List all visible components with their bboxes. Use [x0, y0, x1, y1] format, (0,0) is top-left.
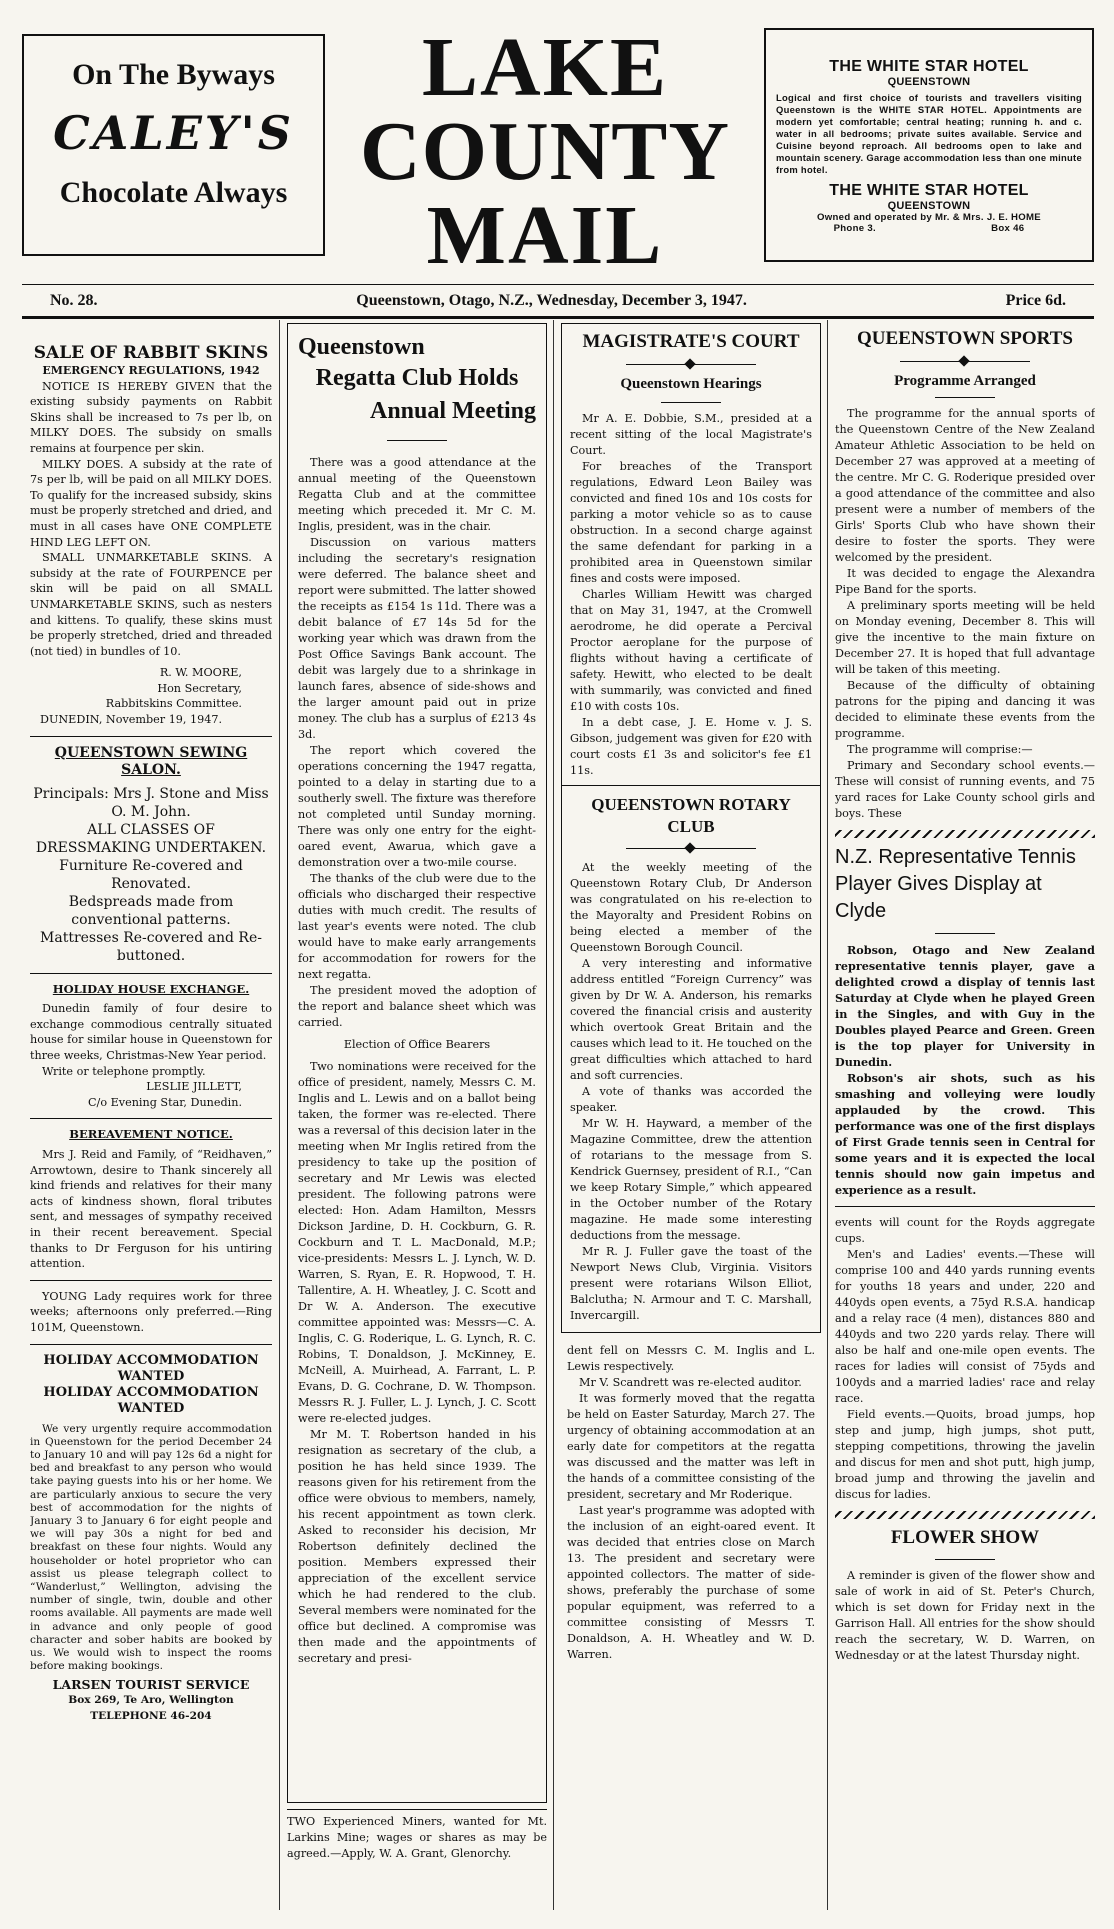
- rule: [30, 1118, 272, 1119]
- regatta-continued: [561, 1333, 821, 1663]
- sports-p3: A preliminary sports meeting will be held on Monday evening, December 8. This will give the incentive to the main fixture on December 27. It is hoped that full advantage will be taken of this meeting.: [835, 599, 1095, 676]
- column-rule-3: [827, 320, 828, 1910]
- rabbit-sig1: R. W. MOORE,: [159, 666, 242, 680]
- regatta-p5: The president moved the adoption of the report and balance sheet which was carried.: [298, 984, 536, 1029]
- court-p2: For breaches of the Transport regulations, Edward Leon Bailey was convicted and fined 10s and 10s costs for parking a motor vehicle so as to cause obstruction. In a second charge against the same defendant for parking in a prohibited area in Queenstown similar fines and costs were imposed.: [570, 460, 812, 585]
- regatta-subhead: Election of Office Bearers: [343, 1038, 491, 1051]
- rotary-p3: A vote of thanks was accorded the speaker.: [570, 1085, 812, 1114]
- diamond-separator: [626, 360, 756, 370]
- sports-p5: The programme will comprise:—: [847, 743, 1033, 756]
- tennis-p1: Robson, Otago and New Zealand representative tennis player, gave a delighted crowd a display of tennis last Saturday at Clyde when he played Green in the Singles, and with Guy in the Doubles played Pearce and Green. Green is the top player for University in Dunedin.: [835, 943, 1095, 1069]
- court-p4: In a debt case, J. E. Home v. J. S. Gibson, judgement was given for £20 with court costs £1 3s and solicitor's fee £1 11s.: [570, 716, 812, 777]
- miners-ad: TWO Experienced Miners, wanted for Mt. Larkins Mine; wages or shares as may be agreed.—Apply, W. A. Grant, Glenorchy.: [287, 1815, 547, 1860]
- diamond-separator: [626, 844, 756, 854]
- separator: [661, 402, 721, 403]
- exchange-p2: Write or telephone promptly.: [42, 1064, 206, 1078]
- tennis-article: [835, 844, 1095, 1207]
- sewing-l3: Furniture Re-covered and Renovated.: [59, 857, 243, 892]
- column-rule-1: [279, 320, 280, 1910]
- rabbit-sig3: Rabbitskins Committee.: [105, 697, 242, 711]
- wavy-rule: [835, 1511, 1095, 1519]
- court-p1: Mr A. E. Dobbie, S.M., presided at a recent sitting of the local Magistrate's Court.: [570, 412, 812, 457]
- accom-sig2: Box 269, Te Aro, Wellington: [68, 1693, 234, 1706]
- sports-p9: Field events.—Quoits, broad jumps, hop step and jump, high jumps, shot putt, stepping competitions, throwing the javelin and discus for men and shot putt, high jump, broad jump and throwing the javelin and discus for ladies.: [835, 1408, 1095, 1501]
- regatta-cont4: Last year's programme was adopted with the inclusion of an eight-oared event. It was decided that entries close on March 13. The president and secretary were appointed collectors. The matter of side-shows, preferably the purchase of some popular equipment, was referred to a committee consisting of Messrs T. Donaldson, A. H. Wheatley and W. D. Warren.: [567, 1504, 815, 1661]
- accom-title2: HOLIDAY ACCOMMODATION WANTED: [43, 1384, 259, 1416]
- hotel-ad-body: Logical and first choice of tourists and travellers visiting Queenstown is the WHITE STAR HOTEL. Appointments are modern yet comfortable; central heating; running h. and c. water in all bedrooms; private suites available. Service and Cuisine beyond reproach. All bedrooms open to lake and mountain scenery. Garage accommodation less than one minute from hotel.: [776, 92, 1082, 175]
- accom-title1: HOLIDAY ACCOMMODATION WANTED: [43, 1352, 259, 1384]
- regatta-p3: The report which covered the operations concerning the 1947 regatta, pointed to a delay in starting due to a southerly swell. The fixture was therefore not completed until Sunday morning. There was only one entry for the eight-oared event, Awarua, which gave a demonstration over a two-mile course.: [298, 744, 536, 869]
- sewing-l2: ALL CLASSES OF DRESSMAKING UNDERTAKEN.: [35, 821, 267, 856]
- sports-p1: The programme for the annual sports of the Queenstown Centre of the New Zealand Amateur Athletic Association to be held on December 27 was approved at a meeting of the centre. Mr C. G. Roderique presided over a good attendance of the committee and also present were a number of members of the Girls' Sports Club who have shown their desire to foster the sports. They were welcomed by the president.: [835, 407, 1095, 564]
- title-line-1: LAKE: [421, 21, 669, 114]
- rabbit-subtitle: EMERGENCY REGULATIONS, 1942: [42, 364, 260, 377]
- court-p3: Charles William Hewitt was charged that on May 31, 1947, at the Cromwell aerodrome, he did operate a Percival Proctor aeroplane for the purpose of flights without having a certificate of safety. Hewitt, who elected to be dealt with summarily, was convicted and fined £10 with costs 10s.: [570, 588, 812, 713]
- exchange-sig1: LESLIE JILLETT,: [146, 1080, 242, 1094]
- rabbit-title: SALE OF RABBIT SKINS: [33, 343, 269, 363]
- rabbit-date: DUNEDIN, November 19, 1947.: [40, 713, 223, 727]
- court-subtitle: Queenstown Hearings: [620, 376, 762, 392]
- regatta-head3: Annual Meeting: [369, 398, 536, 424]
- dateline-bottom-rule: [22, 316, 1094, 319]
- caleys-ad-line3: Chocolate Always: [59, 176, 288, 209]
- rabbit-sig2: Hon Secretary,: [157, 681, 242, 695]
- dateline: [22, 288, 1094, 314]
- rotary-p1: At the weekly meeting of the Queenstown Rotary Club, Dr Anderson was congratulated on his re-election to the Mayoralty and President Robins on being elected a member of the Queenstown Borough Council.: [570, 861, 812, 954]
- column-2: [287, 323, 547, 1919]
- diamond-separator: [900, 357, 1030, 367]
- rotary-p4: Mr W. H. Hayward, a member of the Magazine Committee, drew the attention of rotarians to the message from S. Kendrick Guernsey, president of R.I., “Can we keep Rotary Simple,” which appeared in the October number of the Rotary magazine. He made some interesting deductions from the message.: [570, 1117, 812, 1242]
- bereavement-title: BEREAVEMENT NOTICE.: [69, 1127, 233, 1142]
- newspaper-title: [335, 21, 755, 282]
- rotary-article: [561, 786, 821, 1333]
- regatta-p1: There was a good attendance at the annual meeting of the Queenstown Regatta Club and at the committee meeting which preceded it. Mr C. M. Inglis, president, was in the chair.: [298, 456, 536, 533]
- title-line-2: COUNTY: [359, 105, 730, 198]
- sports-subtitle: Programme Arranged: [894, 373, 1036, 389]
- regatta-head1: Queenstown: [298, 334, 425, 360]
- regatta-cont2: Mr V. Scandrett was re-elected auditor.: [579, 1376, 802, 1389]
- column-3: [561, 323, 821, 1919]
- separator: [387, 440, 447, 441]
- regatta-p6: Two nominations were received for the office of president, namely, Messrs C. M. Inglis and L. Lewis and on a ballot being taken, the former was re-elected. There was a reversal of this decision later in the meeting when Mr Inglis retired from the presidency to take up the position of secretary and Mr Lewis was elected president. The following patrons were elected: Hon. Adam Hamilton, Messrs Dickson Jardine, D. H. Cockburn, G. R. Cockburn and T. L. MacDonald, M.P.; vice-presidents: Messrs L. J. Lynch, W. D. Warren, S. Ryan, E. R. Hopwood, T. H. Tallentire, A. H. Wheatley, J. C. Scott and Dr W. A. Anderson. The executive committee appointed was: Messrs—C. A. Inglis, C. G. Roderique, L. G. Lynch, R. C. Robins, T. Donaldson, J. McKinney, E. McNeill, A. Muirhead, A. Farrant, L. P. Evans, D. G. Cochrane, D. W. Thompson. Messrs R. J. Fuller, L. J. Lynch, J. C. Scott were re-elected judges.: [298, 1060, 536, 1425]
- caleys-ad-brand: CALEY'S: [53, 106, 294, 160]
- dateline-top-rule: [22, 284, 1094, 285]
- young-lady-ad: YOUNG Lady requires work for three weeks; afternoons only preferred.—Ring 101M, Queenstown.: [30, 1289, 272, 1334]
- rabbit-p2: MILKY DOES. A subsidy at the rate of 7s per lb, will be paid on all MILKY DOES. To qualify for the increased subsidy, skins must be properly stretched and dried, and must in all cases have ONE COMPLETE HIND LEG LEFT ON.: [30, 457, 272, 549]
- sports-p4: Because of the difficulty of obtaining patrons for the piping and dancing it was decided to eliminate these events from the programme.: [835, 679, 1095, 740]
- regatta-p7: Mr M. T. Robertson handed in his resignation as secretary of the club, a position he has held since 1939. The reasons given for his retirement from the office were obvious to members, namely, his recent appointment as town clerk. Asked to reconsider his decision, Mr Robertson definitely declined the position. Members expressed their appreciation of the excellent service which he had rendered to the club. Several members were nominated for the office but declined. A compromise was then made and the appointments of secretary and presi-: [298, 1428, 536, 1665]
- white-star-hotel-ad: [764, 28, 1094, 262]
- regatta-head2: Regatta Club Holds: [315, 365, 519, 391]
- sewing-l5: Mattresses Re-covered and Re-buttoned.: [40, 929, 262, 964]
- column-4: [835, 323, 1095, 1919]
- regatta-article: [287, 323, 547, 1803]
- hotel-ad-title: THE WHITE STAR HOTEL: [829, 58, 1029, 75]
- rule: [30, 973, 272, 974]
- rule: [30, 1344, 272, 1345]
- hotel-ad-subtitle: QUEENSTOWN: [887, 76, 971, 88]
- tennis-p2: Robson's air shots, such as his smashing and volleying were loudly applauded by the crowd. This performance was one of the first displays of First Grade tennis seen in Central for some years and it is expected the local tennis should now gain impetus and experience as a result.: [835, 1071, 1095, 1197]
- sports-title: QUEENSTOWN SPORTS: [857, 328, 1073, 349]
- sewing-l4: Bedspreads made from conventional patterns.: [68, 893, 234, 928]
- separator: [935, 933, 995, 934]
- regatta-cont1: dent fell on Messrs C. M. Inglis and L. Lewis respectively.: [567, 1344, 815, 1373]
- bereavement-p1: Mrs J. Reid and Family, of “Reidhaven,” Arrowtown, desire to Thank sincerely all kind friends and relatives for their many acts of kindness shown, floral tributes sent, and messages of sympathy received in their recent bereavement. Special thanks to Dr Ferguson for his untiring attention.: [30, 1148, 272, 1271]
- regatta-p4: The thanks of the club were due to the officials who discharged their respective duties with much credit. The results of last year's events were noted. The club would have to make early arrangements for accommodation for rowers for the next regatta.: [298, 872, 536, 981]
- issue-number: No. 28.: [50, 292, 98, 309]
- flower-p1: A reminder is given of the flower show and sale of work in aid of St. Peter's Church, which is set down for Friday next in the Garrison Hall. All entries for the show should reach the secretary, W. D. Warren, on Wednesday or at the latest Thursday night.: [835, 1569, 1095, 1662]
- court-title: MAGISTRATE'S COURT: [582, 331, 800, 352]
- hotel-ad-subtitle2: QUEENSTOWN: [887, 200, 971, 212]
- place-date: Queenstown, Otago, N.Z., Wednesday, December 3, 1947.: [356, 292, 747, 309]
- court-article: [561, 323, 821, 786]
- rotary-title: QUEENSTOWN ROTARY CLUB: [591, 795, 791, 836]
- rule: [30, 1280, 272, 1281]
- sports-p8: Men's and Ladies' events.—These will comprise 100 and 440 yards running events for youths 18 years and under, 220 and 440yds open events, a 75yd R.S.A. handicap and a relay race (4 men), distances 880 and 440yds and two 220 yards relay. There will also be half and one-mile open events. The races for ladies will consist of 75yds and 100yds and a married ladies' race and relay race.: [835, 1248, 1095, 1405]
- rule: [30, 736, 272, 737]
- exchange-p1: Dunedin family of four desire to exchange commodious centrally situated house for similar house in Queenstown for three weeks, Christmas-New Year period.: [30, 1002, 272, 1063]
- accom-sig1: LARSEN TOURIST SERVICE: [52, 1677, 250, 1693]
- tennis-title: N.Z. Representative Tennis Player Gives Display at Clyde: [835, 846, 1076, 922]
- rabbit-p1: NOTICE IS HEREBY GIVEN that the existing subsidy payments on Rabbit Skins shall be increased to 7s per lb, on MILKY DOES. The subsidy on smalls remains at fourpence per skin.: [30, 379, 272, 455]
- rotary-p5: Mr R. J. Fuller gave the toast of the Newport News Club, Virginia. Visitors present were rotarians Wilson Elliot, Balclutha; N. Armour and T. C. Marshall, Invercargill.: [570, 1245, 812, 1322]
- accom-p1: We very urgently require accommodation in Queenstown for the period December 24 to January 10 and will pay 12s 6d a night for bed and breakfast to any person who would take paying guests into his or her home. We are particularly anxious to secure the very best of accommodation for the nights of January 3 to January 6 for eight people and we will pay 30s a night for bed and breakfast on these four nights. Would any householder or hotel proprietor who can assist us please telegraph collect to “Wanderlust,” Wellington, advising the number of single, twin, double and other rooms available. All payments are made well in advance and only people of good character and sober habits are booked by us. We would wish to inspect the rooms before making bookings.: [30, 1422, 272, 1673]
- regatta-cont3: It was formerly moved that the regatta be held on Easter Saturday, March 27. The urgency of obtaining accommodation at an early date for competitors at the regatta was discussed and the matter was left in the hands of a committee consisting of the president, secretary and Mr Roderique.: [567, 1392, 815, 1501]
- wavy-rule: [835, 830, 1095, 838]
- caleys-ad-line1: On The Byways: [72, 58, 275, 91]
- hotel-ad-phone: Phone 3.: [833, 223, 876, 234]
- title-line-3: MAIL: [426, 189, 664, 282]
- caleys-ad: [22, 34, 325, 256]
- hotel-ad-owners: Owned and operated by Mr. & Mrs. J. E. HOME: [817, 212, 1041, 223]
- flower-title: FLOWER SHOW: [890, 1527, 1040, 1548]
- hotel-ad-title2: THE WHITE STAR HOTEL: [829, 182, 1029, 199]
- hotel-ad-box: Box 46: [991, 223, 1025, 234]
- sports-p2: It was decided to engage the Alexandra Pipe Band for the sports.: [835, 567, 1095, 596]
- sewing-title: QUEENSTOWN SEWING SALON.: [54, 744, 248, 778]
- sports-p6: Primary and Secondary school events.—These will consist of running events, and 75 yard races for Lake County school girls and boys. These: [835, 759, 1095, 820]
- sports-p7: events will count for the Royds aggregate cups.: [835, 1216, 1095, 1245]
- column-1: [30, 323, 272, 1919]
- separator: [935, 397, 995, 398]
- rotary-p2: A very interesting and informative address entitled “Foreign Currency” was given by Dr W. A. Anderson, his remarks covered the financial crisis and austerity which overtook Great Britain and the causes which lead to it. He touched on the great difficulties which attached to hard and soft currencies.: [570, 957, 812, 1082]
- column-rule-2: [553, 320, 554, 1910]
- accom-sig3: TELEPHONE 46-204: [90, 1709, 212, 1722]
- separator: [935, 1559, 995, 1560]
- price: Price 6d.: [1005, 292, 1066, 309]
- rule: [287, 1809, 547, 1810]
- rabbit-p3: SMALL UNMARKETABLE SKINS. A subsidy at the rate of FOURPENCE per skin will be paid on all SMALL UNMARKETABLE SKINS, such as nesters and kittens. To qualify, these skins must be properly stretched, dried and threaded (not tied) in bundles of 10.: [30, 551, 272, 658]
- sewing-l1: Principals: Mrs J. Stone and Miss O. M. John.: [33, 785, 269, 820]
- exchange-title: HOLIDAY HOUSE EXCHANGE.: [52, 981, 250, 996]
- regatta-p2: Discussion on various matters including the secretary's resignation were deferred. The balance sheet and report were submitted. The latter showed the receipts as £154 1s 11d. There was a debit balance of £7 14s 5d for the working year which was drawn from the Post Office Savings Bank account. The debit was largely due to a shrinkage in launch fares, absence of side-shows and the larger amount paid out in prize money. The club has a surplus of £213 4s 3d.: [298, 536, 536, 741]
- exchange-sig2: C/o Evening Star, Dunedin.: [88, 1095, 242, 1109]
